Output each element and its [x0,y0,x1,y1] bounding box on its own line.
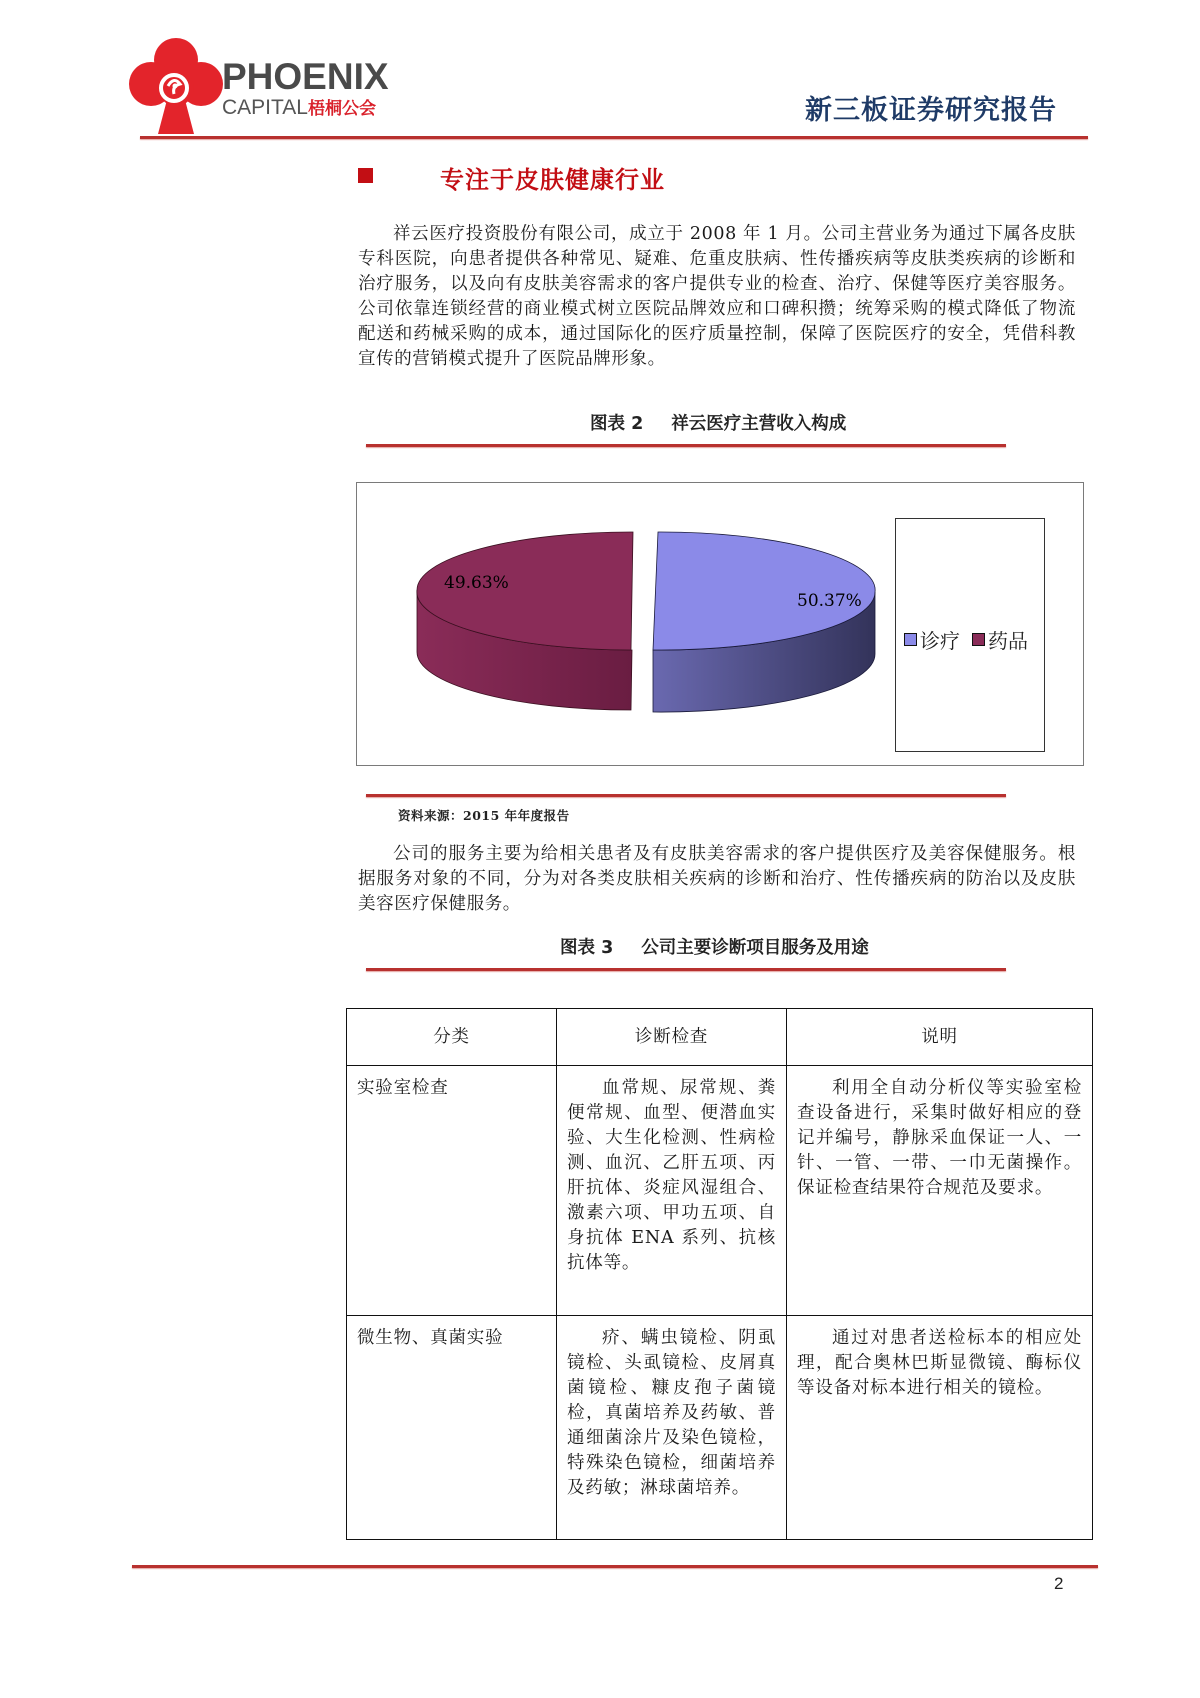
pie-label-treatment: 50.37% [797,591,862,611]
legend-row [904,625,1028,654]
figure3-caption [560,934,869,959]
figure3-label: 图表 3 [560,938,614,958]
page-number: 2 [1054,1574,1064,1593]
cell-note: 通过对患者送检标本的相应处理，配合奥林巴斯显微镜、酶标仪等设备对标本进行相关的镜检。 [787,1316,1093,1540]
header-divider [140,136,1088,139]
legend-swatch-drugs-icon [972,633,985,646]
red-square-bullet-icon [358,168,373,183]
legend-label-drugs: 药品 [988,629,1028,653]
figure2-source: 资料来源：2015 年年度报告 [398,808,570,823]
report-title: 新三板证券研究报告 [805,95,1057,126]
intro-paragraph [358,222,1076,372]
legend-label-treatment: 诊疗 [920,629,960,653]
figure2-top-rule [366,444,1006,447]
legend-swatch-treatment-icon [904,633,917,646]
header-exams: 诊断检查 [557,1009,787,1066]
services-paragraph-text: 公司的服务主要为给相关患者及有皮肤美容需求的客户提供医疗及美容保健服务。根据服务对象的不同，分为对各类皮肤相关疾病的诊断和治疗、性传播疾病的防治以及皮肤美容医疗保健服务。 [358,844,1076,914]
figure3-title: 公司主要诊断项目服务及用途 [641,938,869,958]
brand-sub-cn: 梧桐公会 [307,99,376,118]
figure2-label: 图表 2 [590,414,644,434]
brand-subtitle [222,96,389,121]
footer-divider [132,1565,1098,1568]
cell-category: 微生物、真菌实验 [347,1316,557,1540]
brand-wordmark [222,58,389,121]
brand-sub-en: CAPITAL [222,96,308,119]
phoenix-club-logo-icon [128,36,224,136]
diagnosis-table [346,1008,1093,1540]
services-paragraph [358,842,1076,917]
pie-chart [356,482,896,764]
table-row [347,1316,1093,1540]
cell-exams: 疥、螨虫镜检、阴虱镜检、头虱镜检、皮屑真菌镜检、糠皮孢子菌镜检，真菌培养及药敏、普通细菌涂片及染色镜检，特殊染色镜检，细菌培养及药敏；淋球菌培养。 [557,1316,787,1540]
brand-name: PHOENIX [222,56,389,97]
table-header-row [347,1009,1093,1066]
section-title: 专注于皮肤健康行业 [440,165,665,194]
intro-paragraph-text: 祥云医疗投资股份有限公司，成立于 2008 年 1 月。公司主营业务为通过下属各皮肤专科医院，向患者提供各种常见、疑难、危重皮肤病、性传播疾病等皮肤类疾病的诊断和治疗服务，以及向有皮肤美容需求的客户提供专业的检查、治疗、保健等医疗美容服务。公司依靠连锁经营的商业模式树立医院品牌效应和口碑积攒；统筹采购的模式降低了物流配送和药械采购的成本，通过国际化的医疗质量控制，保障了医院医疗的安全，凭借科教宣传的营销模式提升了医院品牌形象。 [358,224,1076,369]
header-note: 说明 [787,1009,1093,1066]
header-category: 分类 [347,1009,557,1066]
figure2-caption [590,410,846,435]
cell-exams: 血常规、尿常规、粪便常规、血型、便潜血实验、大生化检测、性病检测、血沉、乙肝五项、丙肝抗体、炎症风湿组合、激素六项、甲功五项、自身抗体 ENA 系列、抗核抗体等。 [557,1066,787,1316]
figure3-top-rule [366,968,1006,971]
cell-category: 实验室检查 [347,1066,557,1316]
table-row [347,1066,1093,1316]
cell-note: 利用全自动分析仪等实验室检查设备进行，采集时做好相应的登记并编号，静脉采血保证一人、一针、一管、一带、一巾无菌操作。保证检查结果符合规范及要求。 [787,1066,1093,1316]
figure2-title: 祥云医疗主营收入构成 [671,414,847,434]
pie-label-drugs: 49.63% [444,573,509,593]
chart-legend [895,518,1045,752]
figure2-bottom-rule [366,794,1006,797]
